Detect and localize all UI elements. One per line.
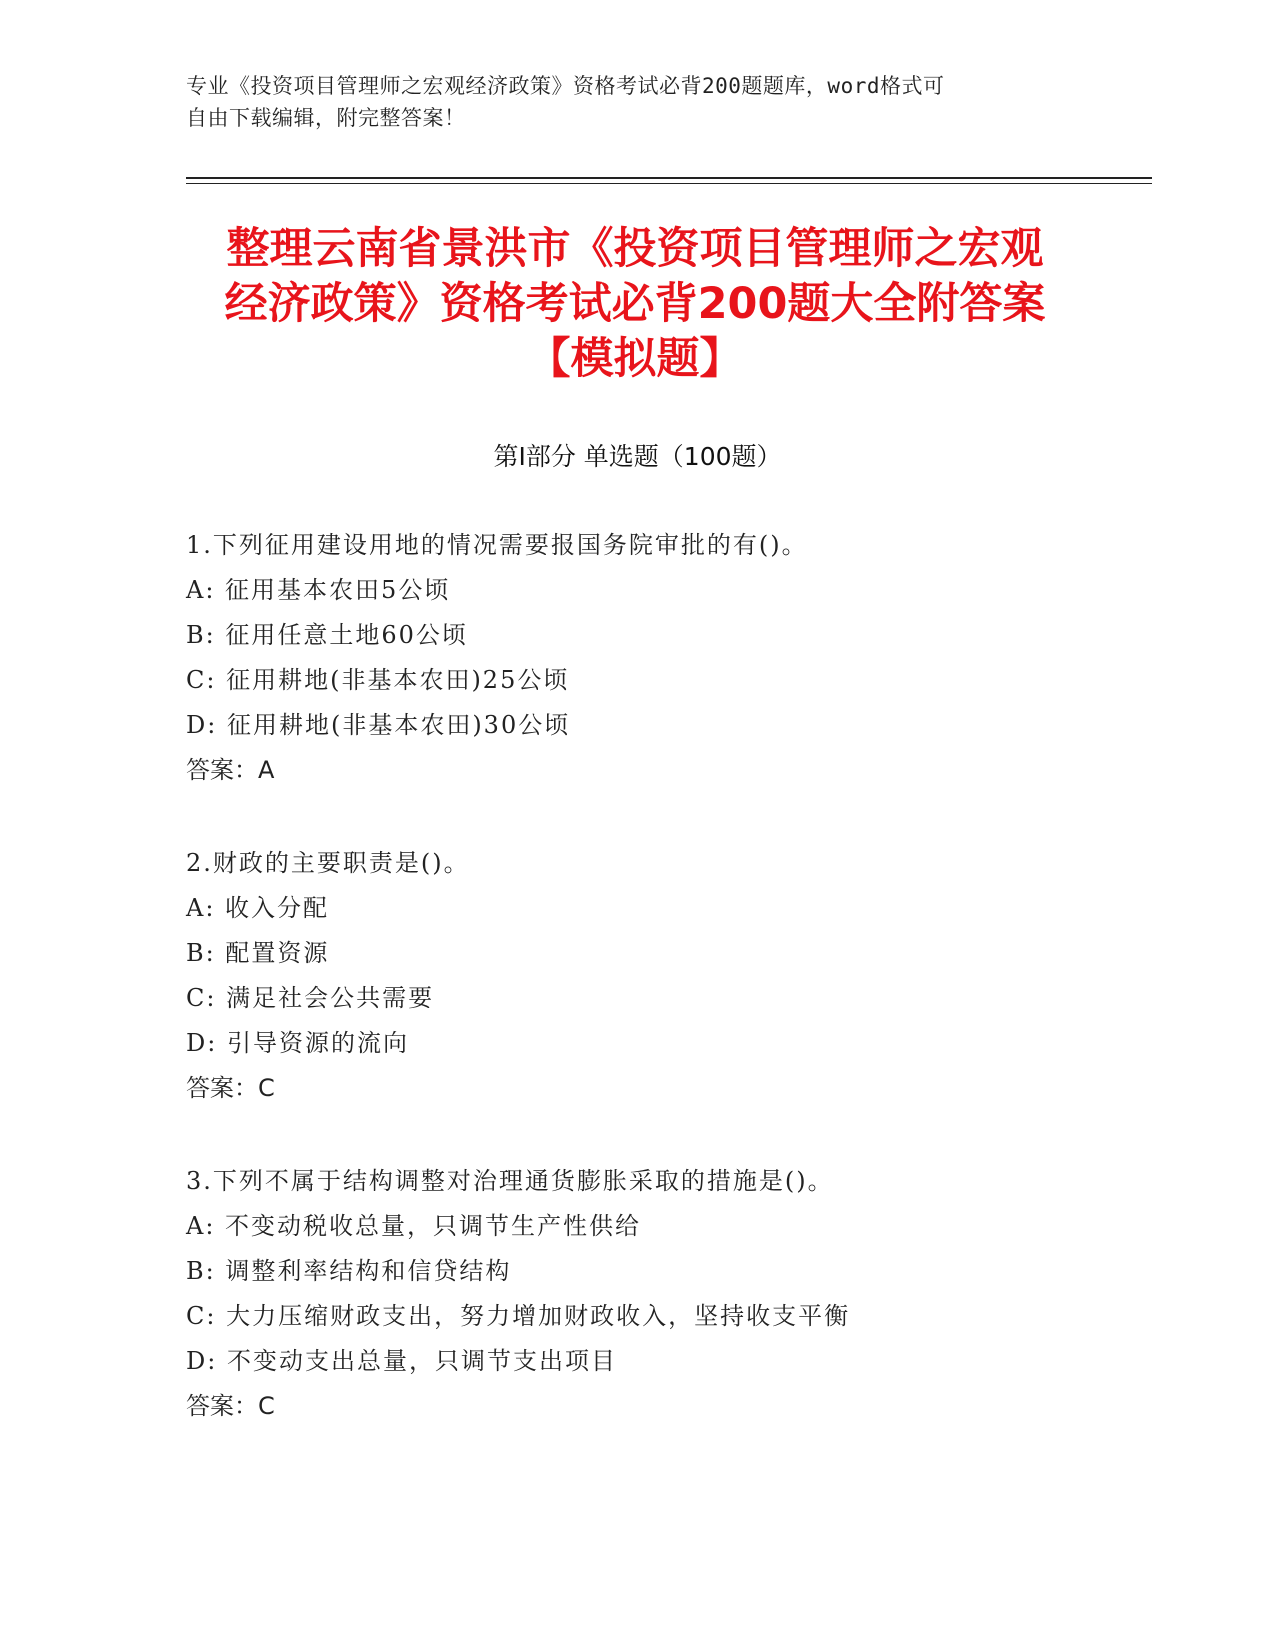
question-2: [186, 841, 1186, 1111]
question-stem: 1.下列征用建设用地的情况需要报国务院审批的有()。: [186, 531, 808, 559]
section-title: 第Ⅰ部分 单选题（100题）: [493, 442, 782, 471]
document-title: [160, 222, 1110, 387]
option-b: B: 调整利率结构和信贷结构: [186, 1257, 512, 1285]
answer: 答案：C: [186, 1392, 275, 1420]
option-c: C: 满足社会公共需要: [186, 984, 435, 1012]
answer: 答案：C: [186, 1074, 275, 1102]
document-title-line-3: 【模拟题】: [527, 334, 743, 384]
option-c: C: 大力压缩财政支出，努力增加财政收入，坚持收支平衡: [186, 1302, 851, 1330]
option-a: A: 收入分配: [186, 894, 330, 922]
document-title-line-2: 经济政策》资格考试必背200题大全附答案: [224, 279, 1046, 329]
header-note: [186, 70, 1086, 134]
option-b: B: 征用任意土地60公顷: [186, 621, 468, 649]
header-divider-thick: [186, 177, 1152, 179]
header-note-line-1: 专业《投资项目管理师之宏观经济政策》资格考试必背200题题库，word格式可: [186, 74, 945, 98]
option-c: C: 征用耕地(非基本农田)25公顷: [186, 666, 570, 694]
option-a: A: 征用基本农田5公顷: [186, 576, 451, 604]
option-d: D: 征用耕地(非基本农田)30公顷: [186, 711, 571, 739]
question-3: [186, 1159, 1186, 1429]
question-1: [186, 523, 1186, 793]
question-stem: 3.下列不属于结构调整对治理通货膨胀采取的措施是()。: [186, 1167, 834, 1195]
option-a: A: 不变动税收总量，只调节生产性供给: [186, 1212, 642, 1240]
answer: 答案：A: [186, 756, 275, 784]
option-d: D: 引导资源的流向: [186, 1029, 409, 1057]
header-divider-thin: [186, 183, 1152, 184]
header-note-line-2: 自由下载编辑，附完整答案！: [186, 106, 466, 130]
question-stem: 2.财政的主要职责是()。: [186, 849, 470, 877]
option-b: B: 配置资源: [186, 939, 330, 967]
document-title-line-1: 整理云南省景洪市《投资项目管理师之宏观: [226, 224, 1044, 274]
option-d: D: 不变动支出总量，只调节支出项目: [186, 1347, 617, 1375]
